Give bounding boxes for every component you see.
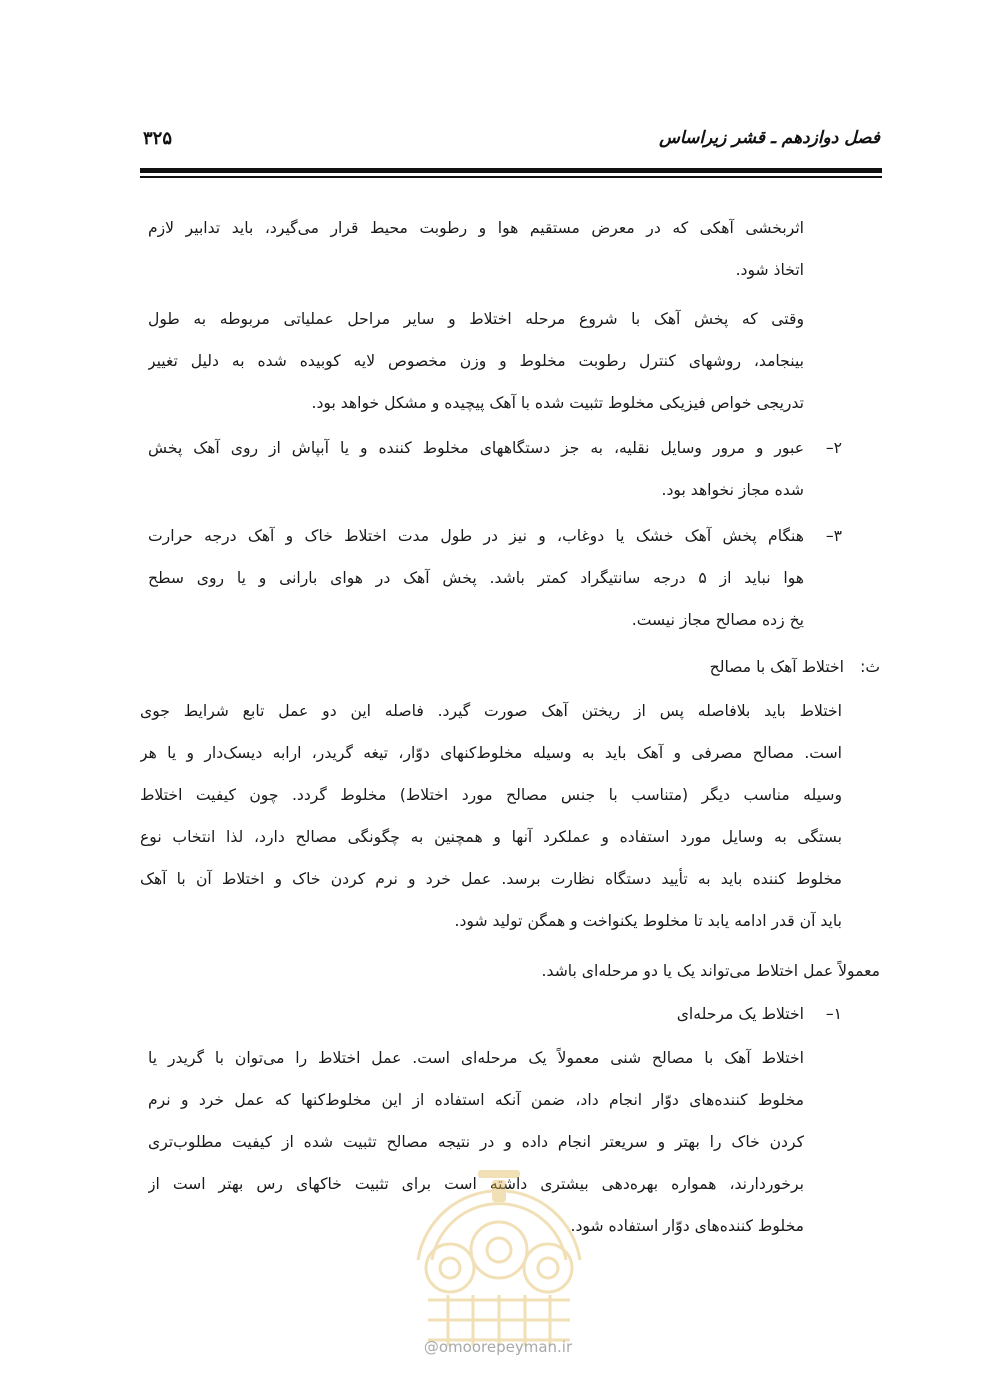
- text-line: اثربخشی آهکی که در معرض مستقیم هوا و رطوبت محیط قرار می‌گیرد، باید تدابیر لازم: [148, 219, 804, 237]
- paragraph-3: [140, 690, 842, 942]
- list-number-3: ۳–: [825, 527, 842, 545]
- text-line: مخلوط کننده باید به تأیید دستگاه نظارت برسد. عمل خرد و نرم کردن خاک و اختلاط آن با آهک: [140, 870, 842, 888]
- text-line: عبور و مرور وسایل نقلیه، به جز دستگاههای مخلوط کننده و یا آبپاش از روی آهک پخش: [148, 439, 804, 457]
- text-line: وسیله مناسب دیگر (متناسب با جنس مصالح مورد اختلاط) مخلوط گردد. چون کیفیت اختلاط: [140, 786, 842, 804]
- page-number: ۳۲۵: [143, 128, 173, 149]
- paragraph-1: [148, 207, 804, 291]
- section-letter: ث:: [860, 658, 880, 676]
- text-line: اختلاط آهک با مصالح شنی معمولاً یک مرحله‌ای است. عمل اختلاط را می‌توان با گریدر یا: [148, 1049, 804, 1067]
- sub-number-1: ۱–: [825, 1005, 842, 1023]
- text-line: بینجامد، روشهای کنترل رطوبت مخلوط و وزن مخصوص لایه کوبیده شده به دلیل تغییر: [148, 352, 804, 370]
- list-item-3: [148, 515, 804, 641]
- text-line: هنگام پخش آهک خشک یا دوغاب، و نیز در طول مدت اختلاط خاک و آهک درجه حرارت: [148, 527, 804, 545]
- text-line: تدریجی خواص فیزیکی مخلوط تثبیت شده با آهک پیچیده و مشکل خواهد بود.: [311, 394, 804, 412]
- text-line: کردن خاک را بهتر و سریعتر انجام داده و در نتیجه مصالح تثبیت شده از کیفیت مطلوب‌تری: [148, 1133, 804, 1151]
- page-header: [143, 128, 880, 160]
- paragraph-2: [148, 298, 804, 424]
- section-title: اختلاط آهک با مصالح: [709, 658, 844, 676]
- text-line: یخ زده مصالح مجاز نیست.: [631, 611, 804, 629]
- text-line: مخلوط کننده‌های دوّار انجام داد، ضمن آنکه استفاده از این مخلوط‌کنها که عمل خرد و نرم: [148, 1091, 804, 1109]
- sub-title-1: اختلاط یک مرحله‌ای: [676, 1005, 804, 1023]
- text-line: وقتی که پخش آهک با شروع مرحله اختلاط و سایر مراحل عملیاتی مربوطه به طول: [148, 310, 804, 328]
- watermark-logo-icon: [388, 1150, 610, 1350]
- header-rule-thin: [140, 176, 882, 178]
- text-line: مخلوط کننده‌های دوّار استفاده شود.: [570, 1217, 804, 1235]
- text-line: است. مصالح مصرفی و آهک باید به وسیله مخلوط‌کنهای دوّار، تیغه گریدر، ارابه دیسک‌دار و یا هر: [140, 744, 842, 762]
- text-line: شده مجاز نخواهد بود.: [661, 481, 804, 499]
- text-line: هوا نباید از ۵ درجه سانتیگراد کمتر باشد. پخش آهک در هوای بارانی و یا روی سطح: [148, 569, 804, 587]
- header-rule-thick: [140, 168, 882, 173]
- paragraph-4: معمولاً عمل اختلاط می‌تواند یک یا دو مرحله‌ای باشد.: [541, 962, 880, 980]
- text-line: برخوردارند، همواره بهره‌دهی بیشتری داشته است برای تثبیت خاکهای رس بهتر است از: [148, 1175, 804, 1193]
- text-line: اختلاط باید بلافاصله پس از ریختن آهک صورت گیرد. فاصله این دو عمل تابع شرایط جوی: [140, 702, 842, 720]
- list-item-2: [148, 427, 804, 511]
- watermark-url: @omoorepeyman.ir: [423, 1338, 573, 1356]
- list-number-2: ۲–: [825, 439, 842, 457]
- text-line: اتخاذ شود.: [735, 261, 804, 279]
- text-line: بستگی به وسایل مورد استفاده و عملکرد آنها و همچنین به چگونگی مصالح دارد، لذا انتخاب نوع: [140, 828, 842, 846]
- running-title: فصل دوازدهم ـ قشر زیراساس: [659, 128, 880, 148]
- text-line: باید آن قدر ادامه یابد تا مخلوط یکنواخت و همگن تولید شود.: [454, 912, 842, 930]
